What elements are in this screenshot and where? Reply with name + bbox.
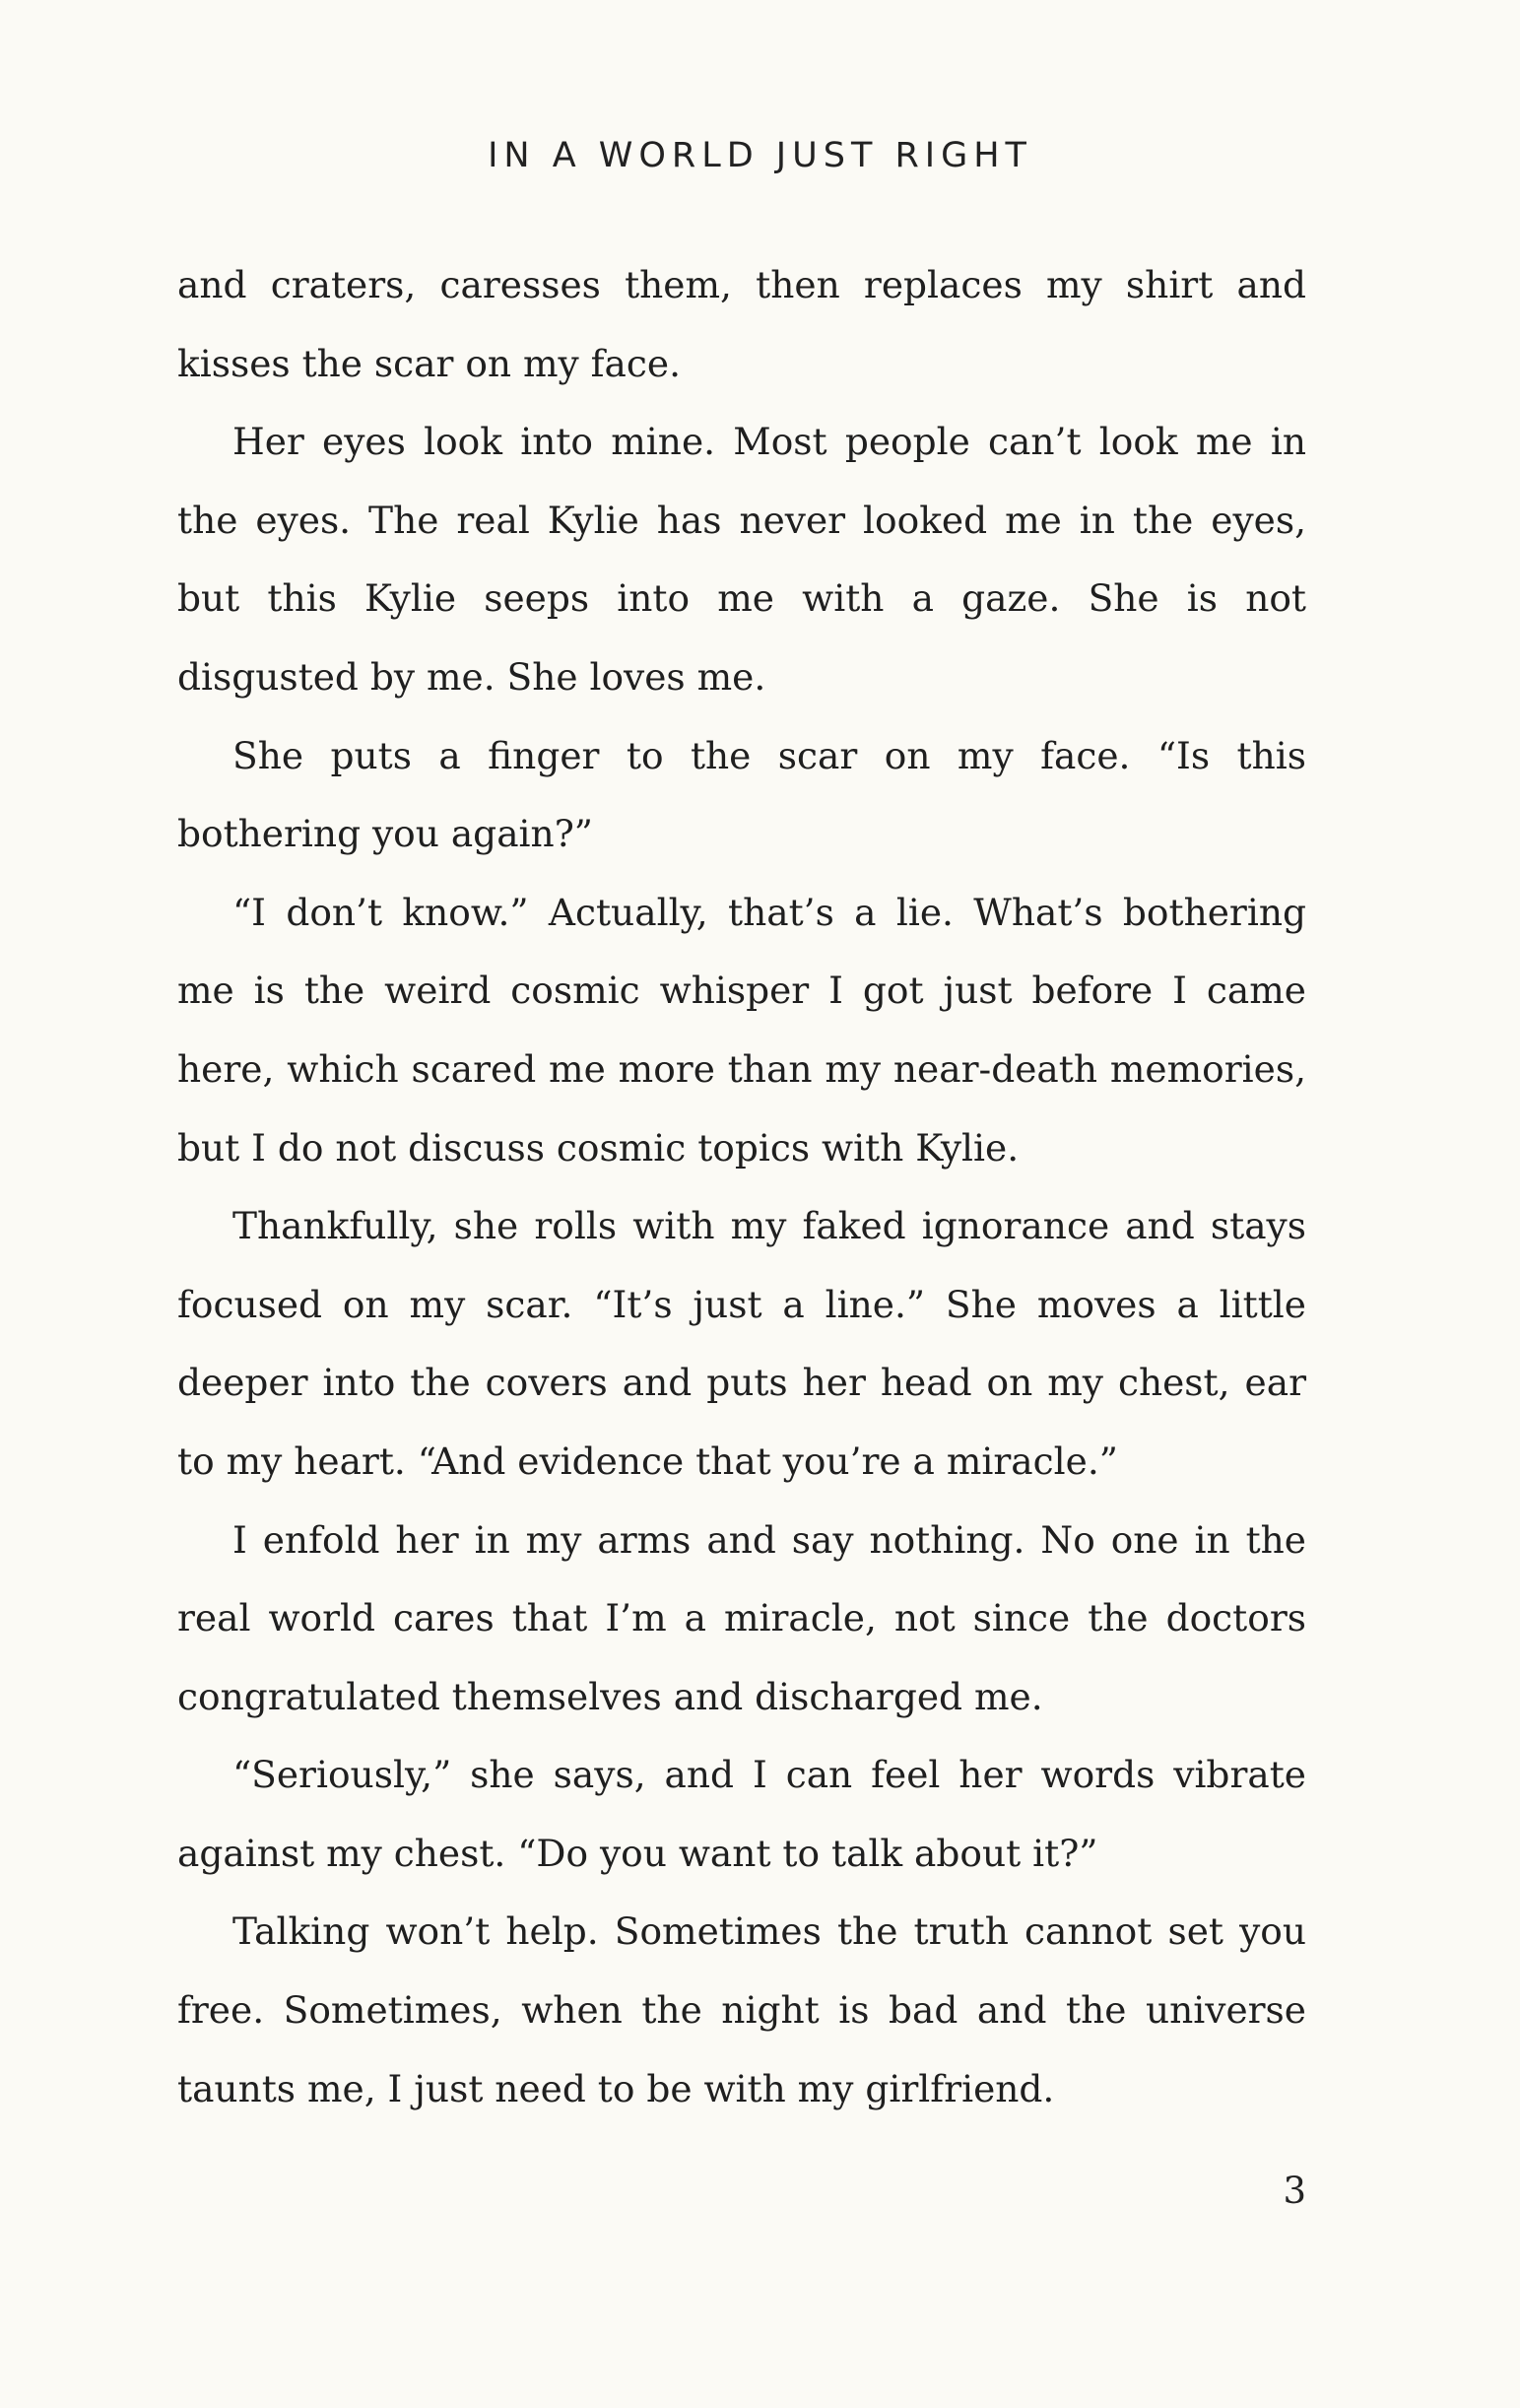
paragraph-8: Talking won’t help. Sometimes the truth cannot set you free. Sometimes, when the night is bad and the universe taunts me, I just need to be with my girlfriend. <box>177 1909 1306 2110</box>
paragraph-2: Her eyes look into mine. Most people can’t look me in the eyes. The real Kylie has never looked me in the eyes, but this Kylie seeps into me with a gaze. She is not disgusted by me. She loves me. <box>177 420 1306 699</box>
paragraph-7: “Seriously,” she says, and I can feel her words vibrate against my chest. “Do you want to talk about it?” <box>177 1753 1306 1875</box>
paragraph-5: Thankfully, she rolls with my faked ignorance and stays focused on my scar. “It’s just a line.” She moves a little deeper into the covers and puts her head on my chest, ear to my heart. “And evidence that you’re a miracle.” <box>177 1204 1306 1483</box>
paragraph-3: She puts a finger to the scar on my face. “Is this bothering you again?” <box>177 733 1306 856</box>
running-head: IN A WORLD JUST RIGHT <box>488 136 1032 175</box>
page-number: 3 <box>1283 2170 1306 2212</box>
paragraph-1: and craters, caresses them, then replaces my shirt and kisses the scar on my face. <box>177 263 1306 385</box>
paragraph-6: I enfold her in my arms and say nothing. No one in the real world cares that I’m a miracle, not since the doctors congratulated themselves and discharged me. <box>177 1517 1306 1718</box>
body-text <box>177 246 1306 2128</box>
paragraph-4: “I don’t know.” Actually, that’s a lie. What’s bothering me is the weird cosmic whisper I got just before I came here, which scared me more than my near-death memories, but I do not discuss cosmic topics with Kylie. <box>177 890 1306 1170</box>
